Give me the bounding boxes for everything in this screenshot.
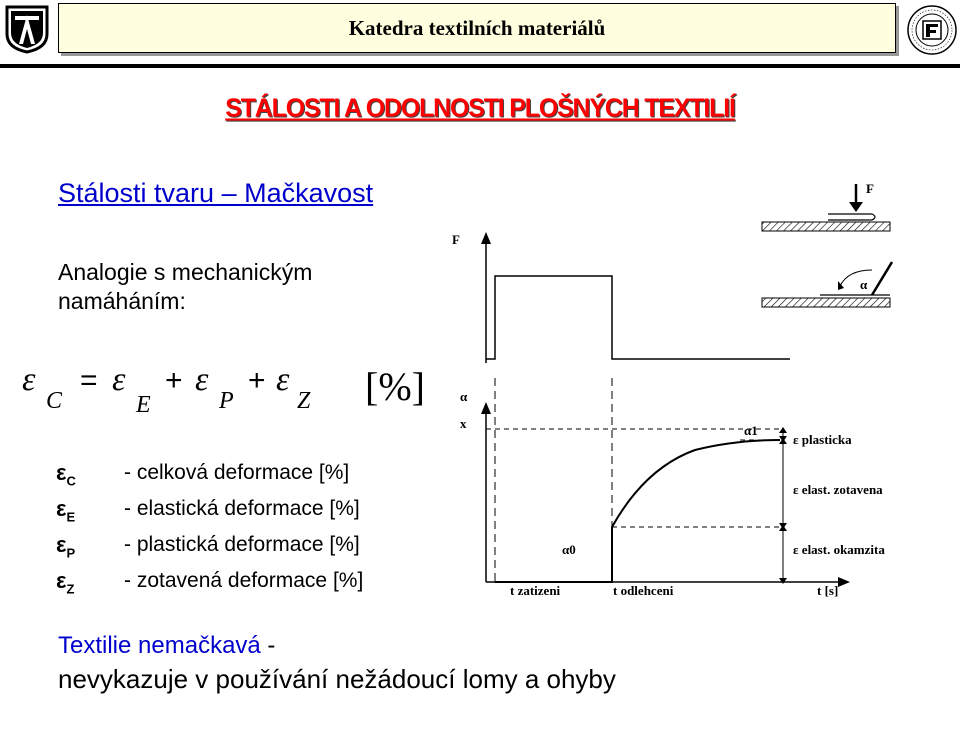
header-title: Katedra textilních materiálů bbox=[348, 15, 606, 40]
faculty-seal-icon bbox=[906, 3, 958, 57]
dim-arrow bbox=[779, 438, 787, 444]
t-axis-label: t [s] bbox=[817, 583, 839, 598]
force-axis-arrow bbox=[481, 232, 491, 244]
alpha-axis-label: α bbox=[460, 389, 468, 404]
dim-arrow bbox=[779, 427, 787, 433]
header-banner bbox=[58, 3, 896, 53]
slide-subtitle: Stálosti tvaru – Mačkavost bbox=[58, 178, 374, 208]
crease-recovery-diagram bbox=[440, 178, 960, 608]
intro-text: Analogie s mechanickým namáháním: bbox=[58, 259, 313, 314]
t-odlehceni-label: t odlehceni bbox=[613, 583, 674, 598]
force-graph bbox=[452, 232, 790, 363]
definition-text: - elastická deformace [%] bbox=[124, 497, 360, 520]
formula-epsilon-c: ε bbox=[22, 361, 36, 398]
definition-symbol: $\varepsilon_E$ bbox=[56, 496, 76, 525]
conclusion-heading bbox=[58, 632, 275, 660]
formula-equals: = bbox=[80, 364, 98, 397]
conclusion-term: Textilie nemačkavá bbox=[58, 632, 261, 659]
formula-epsilon-e: ε bbox=[112, 361, 126, 398]
force-axis-label: F bbox=[452, 232, 460, 247]
folded-fabric bbox=[828, 214, 875, 220]
alpha-axis-sub: x bbox=[460, 416, 467, 431]
definition-text: - zotavená deformace [%] bbox=[124, 569, 364, 592]
formula-sub-p: P bbox=[219, 388, 234, 414]
definition-symbol: $\varepsilon_Z$ bbox=[56, 568, 75, 597]
angle-label: α bbox=[860, 277, 868, 292]
formula-epsilon-p: ε bbox=[195, 361, 209, 398]
time-axis-arrow bbox=[838, 577, 850, 587]
dim-arrow bbox=[779, 525, 787, 531]
angle-axis-arrow bbox=[481, 402, 491, 414]
dim-arrow bbox=[779, 578, 787, 584]
t-zatizeni-label: t zatizeni bbox=[510, 583, 561, 598]
definition-text: - plastická deformace [%] bbox=[124, 533, 360, 556]
loaded-specimen bbox=[762, 222, 890, 231]
header-divider bbox=[0, 64, 960, 68]
slide-title: STÁLOSTI A ODOLNOSTI PLOŠNÝCH TEXTILIÍ bbox=[225, 93, 735, 123]
force-label-top: F bbox=[866, 181, 874, 196]
formula-epsilon-z: ε bbox=[276, 361, 290, 398]
eps-elast-okamzita-label: ε elast. okamzita bbox=[793, 542, 885, 557]
fabric-arm bbox=[872, 262, 892, 295]
formula-plus-1: + bbox=[165, 364, 183, 397]
formula-sub-z: Z bbox=[297, 388, 311, 414]
definition-text: - celková deformace [%] bbox=[124, 461, 350, 484]
definition-row bbox=[56, 491, 363, 527]
definition-row bbox=[56, 527, 363, 563]
released-specimen bbox=[762, 298, 890, 307]
strain-formula bbox=[20, 350, 450, 420]
formula-sub-e: E bbox=[136, 392, 151, 418]
force-arrowhead bbox=[849, 202, 863, 212]
definitions-list bbox=[56, 455, 363, 599]
definition-row bbox=[56, 455, 363, 491]
angle-arc-arrow bbox=[838, 281, 844, 290]
formula-plus-2: + bbox=[248, 364, 266, 397]
definition-symbol: $\varepsilon_C$ bbox=[56, 460, 76, 489]
angle-graph bbox=[460, 378, 885, 598]
formula-sub-c: C bbox=[46, 388, 63, 414]
definition-row bbox=[56, 563, 363, 599]
top-bar bbox=[0, 0, 960, 62]
alpha1-label: α1 bbox=[744, 423, 758, 438]
university-logo-icon bbox=[4, 4, 50, 54]
definition-symbol: $\varepsilon_P$ bbox=[56, 532, 76, 561]
conclusion-dash: - bbox=[260, 632, 276, 659]
force-step-line bbox=[486, 276, 790, 359]
eps-elast-zotavena-label: ε elast. zotavena bbox=[793, 482, 883, 497]
formula-unit: [%] bbox=[365, 364, 425, 409]
conclusion-text: nevykazuje v používání nežádoucí lomy a ohyby bbox=[58, 664, 616, 694]
recovery-curve bbox=[495, 440, 780, 582]
eps-plasticka-label: ε plasticka bbox=[793, 432, 852, 447]
alpha0-label: α0 bbox=[562, 542, 576, 557]
specimen-schematic bbox=[762, 181, 892, 307]
